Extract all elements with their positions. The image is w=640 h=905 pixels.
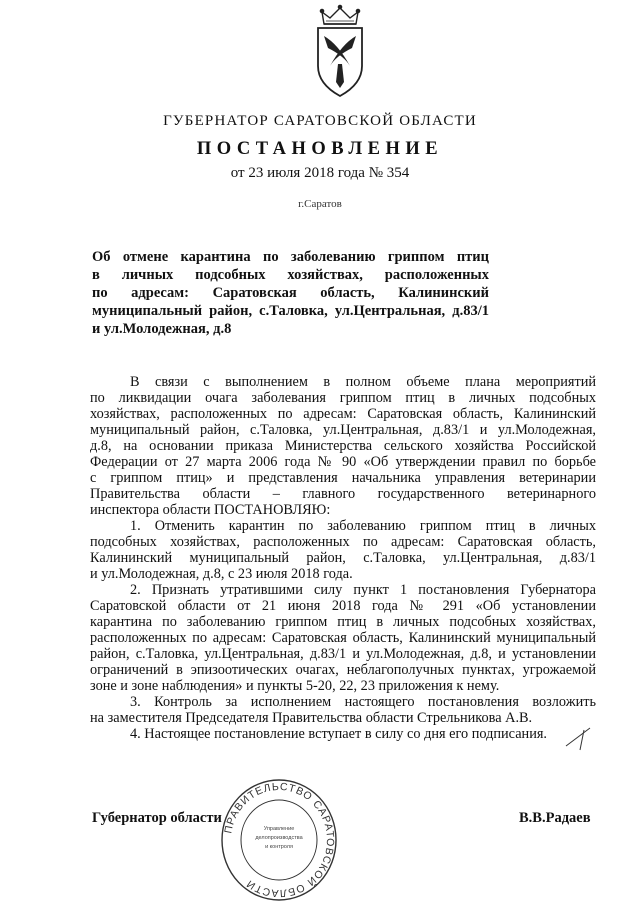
clause-1-line: подсобных хозяйствах, расположенных по адресам: Саратовская область, <box>90 534 596 550</box>
clause-2-line: Саратовской области от 21 июня 2018 года № 291 «Об установлении <box>90 598 596 614</box>
round-seal-stamp-icon <box>220 778 338 902</box>
document-date-number: от 23 июля 2018 года № 354 <box>230 165 410 181</box>
clause-4-line: 4. Настоящее постановление вступает в силу со дня его подписания. <box>130 726 547 742</box>
clause-2-line: карантина по заболеванию гриппом птиц в личных подсобных хозяйствах, <box>90 614 596 630</box>
subject-line: по адресам: Саратовская область, Калининский <box>92 285 489 301</box>
subject-line: в личных подсобных хозяйствах, расположенных <box>92 267 489 283</box>
clause-3-line: на заместителя Председателя Правительства области Стрельникова А.В. <box>90 710 533 726</box>
body-line: Федерации от 27 марта 2006 года № 90 «Об утверждении правил по борьбе <box>90 454 596 470</box>
subject-line: и ул.Молодежная, д.8 <box>92 321 232 337</box>
handwritten-mark-icon <box>564 726 592 752</box>
body-line: с гриппом птиц» и представления начальника управления ветеринарии <box>90 470 596 486</box>
body-line: Правительства области – главного государственного ветеринарного <box>90 486 596 502</box>
body-line: по ликвидации очага заболевания гриппом птиц в личных подсобных <box>90 390 596 406</box>
body-line: д.8, на основании приказа Министерства сельского хозяйства Российской <box>90 438 596 454</box>
clause-3-line: 3. Контроль за исполнением настоящего постановления возложить <box>130 694 596 710</box>
clause-2-line: расположенных по адресам: Саратовская область, Калининский муниципальный <box>90 630 596 646</box>
clause-2-line: ограничений в эпизоотических очагах, неблагополучных пунктах, угрожаемой <box>90 662 596 678</box>
clause-1-line: 1. Отменить карантин по заболеванию гриппом птиц в личных <box>130 518 596 534</box>
svg-text:делопроизводства: делопроизводства <box>255 835 303 841</box>
clause-1-line: и ул.Молодежная, д.8, с 23 июля 2018 года. <box>90 566 353 582</box>
svg-text:и контроля: и контроля <box>265 844 293 850</box>
subject-line: муниципальный район, с.Таловка, ул.Центральная, д.83/1 <box>92 303 489 319</box>
document-subject <box>92 248 489 338</box>
subject-line: Об отмене карантина по заболеванию гриппом птиц <box>92 249 489 265</box>
document-body <box>90 374 596 742</box>
clause-2-line: район, с.Таловка, ул.Центральная, д.83/1 и ул.Молодежная, д.8, и установлении <box>90 646 596 662</box>
document-type-title: ПОСТАНОВЛЕНИЕ <box>196 139 444 159</box>
coat-of-arms-icon <box>300 4 380 100</box>
issuing-authority: ГУБЕРНАТОР САРАТОВСКОЙ ОБЛАСТИ <box>163 113 477 129</box>
body-line: хозяйствах, расположенных по адресам: Саратовская область, Калининский <box>90 406 596 422</box>
clause-1-line: Калининский муниципальный район, с.Таловка, ул.Центральная, д.83/1 <box>90 550 596 566</box>
body-line: инспектора области ПОСТАНОВЛЯЮ: <box>90 502 331 518</box>
body-line: В связи с выполнением в полном объеме плана мероприятий <box>130 374 596 390</box>
body-line: муниципальный район, с.Таловка, ул.Центральная, д.83/1 и ул.Молодежная, <box>90 422 596 438</box>
svg-text:ПРАВИТЕЛЬСТВО САРАТОВСКОЙ ОБЛА: ПРАВИТЕЛЬСТВО САРАТОВСКОЙ ОБЛАСТИ <box>222 780 337 900</box>
clause-2-line: 2. Признать утратившими силу пункт 1 постановления Губернатора <box>130 582 596 598</box>
signature-title: Губернатор области <box>92 810 222 826</box>
signature-name: В.В.Радаев <box>519 810 591 826</box>
clause-2-line: зоне и зоне наблюдения» и пункты 5-20, 22, 23 приложения к нему. <box>90 678 500 694</box>
svg-text:Управление: Управление <box>263 826 295 832</box>
document-city: г.Саратов <box>298 198 342 210</box>
